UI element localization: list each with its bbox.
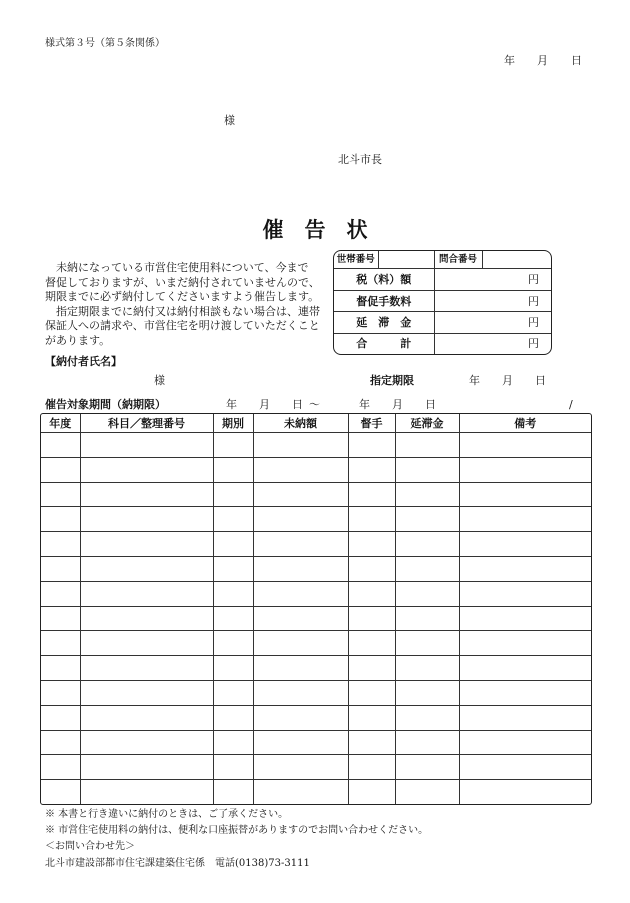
remarks-cell — [459, 730, 591, 755]
payer-honorific: 様 — [154, 374, 165, 387]
installment-cell — [213, 532, 253, 557]
installment-cell — [213, 730, 253, 755]
late-charge-cell — [395, 656, 459, 681]
fiscal-year-cell — [41, 581, 80, 606]
item-reference-cell — [80, 532, 213, 557]
item-reference-cell — [80, 507, 213, 532]
table-row — [41, 730, 591, 755]
demand-fee-cell — [348, 680, 395, 705]
item-reference-cell — [80, 433, 213, 458]
table-row — [41, 755, 591, 780]
contact-heading: ＜お問い合わせ先＞ — [45, 841, 135, 852]
demand-fee-cell — [348, 532, 395, 557]
amount-row-label: 督促手数料 — [334, 290, 434, 311]
demand-fee-cell — [348, 780, 395, 804]
item-reference-cell — [80, 755, 213, 780]
fiscal-year-cell — [41, 556, 80, 581]
amount-row-value — [434, 333, 551, 354]
column-header-demand-fee: 督手 — [348, 414, 395, 433]
fiscal-year-cell — [41, 730, 80, 755]
installment-cell — [213, 556, 253, 581]
issue-date-day-label: 日 — [571, 54, 582, 67]
remarks-cell — [459, 581, 591, 606]
remarks-cell — [459, 680, 591, 705]
late-charge-cell — [395, 532, 459, 557]
item-reference-cell — [80, 730, 213, 755]
late-charge-cell — [395, 705, 459, 730]
unpaid-amount-cell — [253, 606, 348, 631]
late-charge-cell — [395, 606, 459, 631]
amount-row-total — [334, 333, 551, 354]
demand-fee-cell — [348, 507, 395, 532]
remarks-cell — [459, 457, 591, 482]
fiscal-year-cell — [41, 631, 80, 656]
contact-line — [45, 859, 310, 869]
fiscal-year-cell — [41, 457, 80, 482]
installment-cell — [213, 482, 253, 507]
unpaid-amount-cell — [253, 433, 348, 458]
table-row — [41, 482, 591, 507]
late-charge-cell — [395, 433, 459, 458]
table-row — [41, 433, 591, 458]
payer-name-heading: 【納付者氏名】 — [45, 355, 122, 368]
demand-fee-cell — [348, 705, 395, 730]
installment-cell — [213, 656, 253, 681]
table-header-row — [41, 414, 591, 433]
demand-fee-cell — [348, 606, 395, 631]
fiscal-year-cell — [41, 705, 80, 730]
late-charge-cell — [395, 730, 459, 755]
reference-numbers-row — [334, 251, 551, 269]
late-charge-cell — [395, 755, 459, 780]
column-header-late-charge: 延滞金 — [395, 414, 459, 433]
late-charge-cell — [395, 457, 459, 482]
amount-row-label: 延 滞 金 — [334, 312, 434, 333]
period-to-month-label: 月 — [392, 398, 403, 411]
remarks-cell — [459, 556, 591, 581]
late-charge-cell — [395, 631, 459, 656]
note-item: ※ 本書と行き違いに納付のときは、ご了承ください。 — [45, 809, 289, 820]
fiscal-year-cell — [41, 755, 80, 780]
target-period-label: 催告対象期間（納期限） — [45, 398, 166, 411]
table-row — [41, 507, 591, 532]
item-reference-cell — [80, 606, 213, 631]
household-number-value — [378, 251, 434, 269]
remarks-cell — [459, 780, 591, 804]
issue-date-month-label: 月 — [537, 54, 548, 67]
table-row — [41, 581, 591, 606]
fiscal-year-cell — [41, 532, 80, 557]
amount-row-value — [434, 269, 551, 290]
demand-fee-cell — [348, 755, 395, 780]
remarks-cell — [459, 433, 591, 458]
amount-summary-box — [333, 250, 552, 355]
item-reference-cell — [80, 457, 213, 482]
document-title: 催 告 状 — [262, 217, 368, 242]
late-charge-cell — [395, 507, 459, 532]
remarks-cell — [459, 631, 591, 656]
notice-message-line: 督促しておりますが、いまだ納付されていませんので、 — [45, 275, 320, 289]
arrears-table-body — [41, 433, 591, 805]
note-item: ※ 市営住宅使用料の納付は、便利な口座振替がありますのでお問い合わせください。 — [45, 825, 429, 836]
yen-unit: 円 — [528, 294, 539, 308]
inquiry-number-value — [482, 251, 551, 269]
remarks-cell — [459, 606, 591, 631]
item-reference-cell — [80, 482, 213, 507]
unpaid-amount-cell — [253, 680, 348, 705]
installment-cell — [213, 631, 253, 656]
issuer-name: 北斗市長 — [338, 153, 382, 166]
amount-row-label: 合 計 — [334, 333, 434, 354]
fiscal-year-cell — [41, 680, 80, 705]
table-row — [41, 532, 591, 557]
fiscal-year-cell — [41, 507, 80, 532]
fiscal-year-cell — [41, 482, 80, 507]
unpaid-amount-cell — [253, 631, 348, 656]
notice-message-line: 未納になっている市営住宅使用料について、今まで — [45, 261, 309, 274]
installment-cell — [213, 433, 253, 458]
column-header-unpaid-amount: 未納額 — [253, 414, 348, 433]
table-row — [41, 656, 591, 681]
installment-cell — [213, 680, 253, 705]
unpaid-amount-cell — [253, 457, 348, 482]
fiscal-year-cell — [41, 433, 80, 458]
form-number: 様式第３号（第５条関係） — [45, 38, 165, 49]
table-row — [41, 705, 591, 730]
period-from-year-label: 年 — [226, 398, 237, 411]
period-to-year-label: 年 — [359, 398, 370, 411]
table-row — [41, 606, 591, 631]
contact-phone: 電話(0138)73-3111 — [215, 858, 310, 869]
demand-fee-cell — [348, 556, 395, 581]
issue-date-year-label: 年 — [504, 54, 515, 67]
item-reference-cell — [80, 680, 213, 705]
addressee-honorific: 様 — [224, 114, 235, 127]
column-header-item-reference: 科目／整理番号 — [80, 414, 213, 433]
table-row — [41, 780, 591, 804]
item-reference-cell — [80, 631, 213, 656]
amount-row-demand-fee — [334, 290, 551, 311]
column-header-installment: 期別 — [213, 414, 253, 433]
deadline-label: 指定期限 — [370, 374, 414, 387]
unpaid-amount-cell — [253, 730, 348, 755]
demand-fee-cell — [348, 457, 395, 482]
table-row — [41, 680, 591, 705]
arrears-table — [40, 413, 592, 805]
item-reference-cell — [80, 705, 213, 730]
period-to-day-label: 日 — [425, 398, 436, 411]
demand-fee-cell — [348, 433, 395, 458]
amount-row-value — [434, 312, 551, 333]
deadline-day-label: 日 — [535, 374, 546, 387]
table-row — [41, 457, 591, 482]
demand-fee-cell — [348, 631, 395, 656]
unpaid-amount-cell — [253, 780, 348, 804]
unpaid-amount-cell — [253, 482, 348, 507]
fiscal-year-cell — [41, 656, 80, 681]
unpaid-amount-cell — [253, 507, 348, 532]
installment-cell — [213, 507, 253, 532]
unpaid-amount-cell — [253, 656, 348, 681]
late-charge-cell — [395, 482, 459, 507]
item-reference-cell — [80, 581, 213, 606]
notice-message-line: 保証人への請求や、市営住宅を明け渡していただくこと — [45, 319, 320, 333]
arrears-table-grid — [41, 414, 591, 804]
notice-message-line: があります。 — [45, 333, 111, 347]
late-charge-cell — [395, 581, 459, 606]
installment-cell — [213, 606, 253, 631]
unpaid-amount-cell — [253, 532, 348, 557]
yen-unit: 円 — [528, 337, 539, 351]
table-row — [41, 631, 591, 656]
remarks-cell — [459, 532, 591, 557]
amount-row-value — [434, 290, 551, 311]
demand-fee-cell — [348, 730, 395, 755]
period-separator: ～ — [309, 398, 320, 411]
household-number-label: 世帯番号 — [334, 251, 378, 269]
installment-cell — [213, 705, 253, 730]
remarks-cell — [459, 507, 591, 532]
notice-message — [45, 261, 320, 349]
period-slash: / — [569, 398, 573, 411]
installment-cell — [213, 581, 253, 606]
contact-office: 北斗市建設部都市住宅課建築住宅係 — [45, 858, 205, 869]
yen-unit: 円 — [528, 273, 539, 287]
table-row — [41, 556, 591, 581]
deadline-month-label: 月 — [502, 374, 513, 387]
unpaid-amount-cell — [253, 556, 348, 581]
remarks-cell — [459, 705, 591, 730]
remarks-cell — [459, 755, 591, 780]
inquiry-number-label: 問合番号 — [434, 251, 482, 269]
demand-fee-cell — [348, 482, 395, 507]
item-reference-cell — [80, 556, 213, 581]
amount-summary-table — [334, 251, 551, 354]
amount-row-late-charge — [334, 312, 551, 333]
installment-cell — [213, 780, 253, 804]
period-from-day-label: 日 — [292, 398, 303, 411]
late-charge-cell — [395, 680, 459, 705]
late-charge-cell — [395, 780, 459, 804]
demand-fee-cell — [348, 581, 395, 606]
installment-cell — [213, 457, 253, 482]
demand-fee-cell — [348, 656, 395, 681]
period-from-month-label: 月 — [259, 398, 270, 411]
amount-row-tax — [334, 269, 551, 290]
column-header-remarks: 備考 — [459, 414, 591, 433]
fiscal-year-cell — [41, 780, 80, 804]
amount-row-label: 税（料）額 — [334, 269, 434, 290]
deadline-year-label: 年 — [469, 374, 480, 387]
installment-cell — [213, 755, 253, 780]
fiscal-year-cell — [41, 606, 80, 631]
unpaid-amount-cell — [253, 755, 348, 780]
unpaid-amount-cell — [253, 705, 348, 730]
notice-message-line: 指定期限までに納付又は納付相談もない場合は、連帯 — [45, 304, 320, 318]
late-charge-cell — [395, 556, 459, 581]
item-reference-cell — [80, 780, 213, 804]
yen-unit: 円 — [528, 316, 539, 330]
column-header-fiscal-year: 年度 — [41, 414, 80, 433]
item-reference-cell — [80, 656, 213, 681]
unpaid-amount-cell — [253, 581, 348, 606]
remarks-cell — [459, 482, 591, 507]
remarks-cell — [459, 656, 591, 681]
notice-message-line: 期限までに必ず納付してくださいますよう催告します。 — [45, 290, 320, 304]
contact-spacer — [205, 858, 215, 869]
